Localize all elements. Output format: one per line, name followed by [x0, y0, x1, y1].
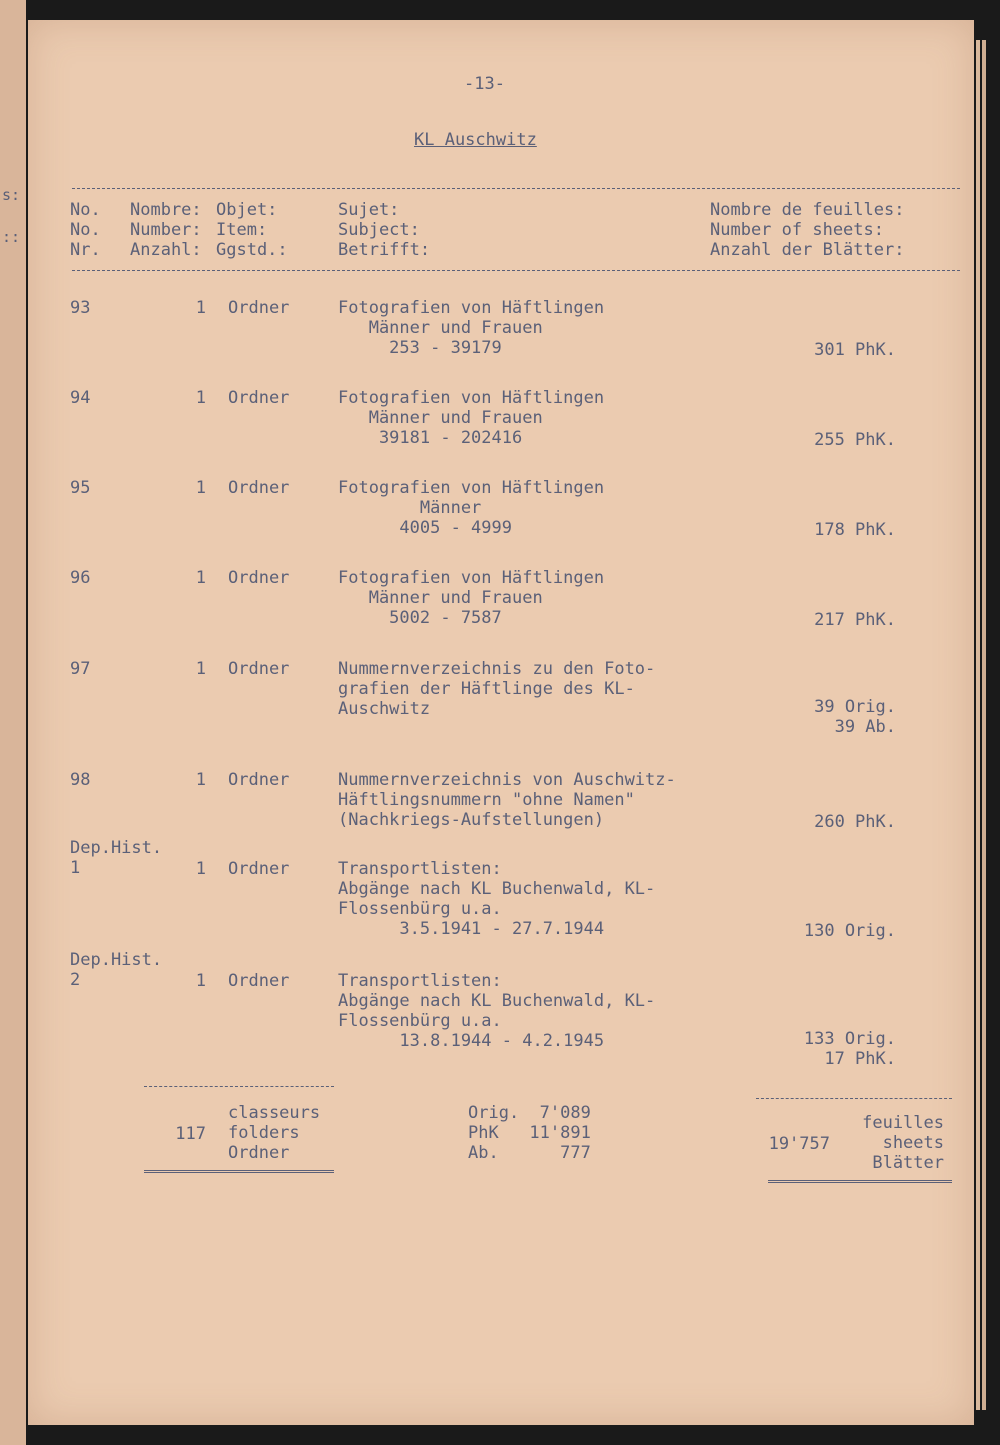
- row-item: Ordner: [228, 659, 290, 679]
- row-number: Dep.Hist. 1: [70, 838, 163, 878]
- page-stack-edge: [976, 40, 980, 1410]
- total-folders-count: 117: [175, 1124, 206, 1144]
- header-rule-top: [72, 188, 960, 189]
- row-sheets: 39 Orig. 39 Ab.: [814, 697, 896, 737]
- row-sheets: 178 PhK.: [814, 520, 896, 540]
- row-number: 94: [70, 388, 91, 408]
- row-count: 1: [195, 298, 206, 318]
- totals-rule: [144, 1086, 334, 1087]
- prev-page-fragment: ::: [2, 228, 21, 246]
- row-item: Ordner: [228, 568, 290, 588]
- totals-rule: [756, 1098, 952, 1099]
- row-subject: Fotografien von Häftlingen Männer 4005 - 4999: [338, 478, 605, 538]
- prev-page-fragment: s:: [2, 186, 21, 204]
- total-folders-labels: classeurs folders Ordner: [228, 1103, 321, 1163]
- row-subject: Fotografien von Häftlingen Männer und Frauen 5002 - 7587: [338, 568, 605, 628]
- row-subject: Fotografien von Häftlingen Männer und Frauen 253 - 39179: [338, 298, 605, 358]
- row-sheets: 217 PhK.: [814, 610, 896, 630]
- header-sheets: Nombre de feuilles: Number of sheets: Anzahl der Blätter:: [710, 200, 905, 260]
- row-count: 1: [195, 478, 206, 498]
- row-sheets: 133 Orig. 17 PhK.: [803, 1029, 896, 1069]
- row-sheets: 255 PhK.: [814, 430, 896, 450]
- page-stack-edge: [982, 40, 986, 1410]
- row-count: 1: [195, 659, 206, 679]
- header-subject: Sujet: Subject: Betrifft:: [338, 200, 431, 260]
- row-item: Ordner: [228, 478, 290, 498]
- row-number: Dep.Hist. 2: [70, 950, 163, 990]
- row-item: Ordner: [228, 971, 290, 991]
- row-subject: Transportlisten: Abgänge nach KL Buchenwald, KL- Flossenbürg u.a. 13.8.1944 - 4.2.1945: [338, 971, 656, 1051]
- row-number: 96: [70, 568, 91, 588]
- row-sheets: 260 PhK.: [814, 812, 896, 832]
- header-rule-bottom: [72, 270, 960, 271]
- row-count: 1: [195, 770, 206, 790]
- previous-page-edge: [0, 0, 26, 1445]
- totals-double-rule: [144, 1170, 334, 1173]
- page-title: KL Auschwitz: [414, 130, 537, 150]
- row-subject: Nummernverzeichnis von Auschwitz- Häftlingsnummern "ohne Namen" (Nachkriegs-Aufstellungen): [338, 770, 676, 830]
- row-subject: Transportlisten: Abgänge nach KL Buchenwald, KL- Flossenbürg u.a. 3.5.1941 - 27.7.1944: [338, 859, 656, 939]
- total-breakdown: Orig. 7'089 PhK 11'891 Ab. 777: [468, 1103, 591, 1163]
- header-item: Objet: Item: Ggstd.:: [216, 200, 288, 260]
- row-item: Ordner: [228, 859, 290, 879]
- header-no: No. No. Nr.: [70, 200, 101, 260]
- total-sheets-labels: feuilles sheets Blätter: [862, 1113, 944, 1173]
- header-count: Nombre: Number: Anzahl:: [130, 200, 202, 260]
- row-number: 98: [70, 770, 91, 790]
- row-item: Ordner: [228, 770, 290, 790]
- row-count: 1: [195, 568, 206, 588]
- page-number: -13-: [464, 74, 505, 94]
- row-number: 93: [70, 298, 91, 318]
- totals-double-rule: [768, 1180, 952, 1183]
- row-count: 1: [195, 971, 206, 991]
- row-item: Ordner: [228, 388, 290, 408]
- total-sheets-count: 19'757: [768, 1134, 830, 1154]
- row-item: Ordner: [228, 298, 290, 318]
- row-sheets: 301 PhK.: [814, 340, 896, 360]
- row-count: 1: [195, 859, 206, 879]
- row-number: 97: [70, 659, 91, 679]
- row-sheets: 130 Orig.: [803, 921, 896, 941]
- document-page: [28, 20, 974, 1425]
- row-subject: Nummernverzeichnis zu den Foto- grafien der Häftlinge des KL- Auschwitz: [338, 659, 656, 719]
- row-count: 1: [195, 388, 206, 408]
- row-number: 95: [70, 478, 91, 498]
- row-subject: Fotografien von Häftlingen Männer und Frauen 39181 - 202416: [338, 388, 605, 448]
